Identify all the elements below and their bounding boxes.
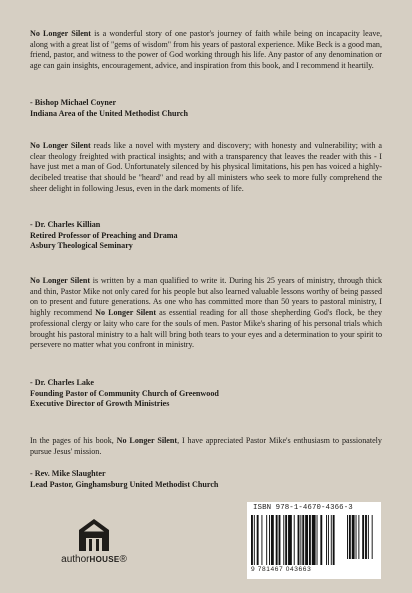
barcode-bar [352, 515, 355, 559]
publisher-name-suffix: HOUSE [89, 555, 120, 564]
barcode-bar [356, 515, 357, 559]
review-killian-text [30, 141, 382, 195]
barcode-bar [331, 515, 332, 565]
book-title: No Longer Silent [30, 276, 91, 285]
barcode-bar [271, 515, 274, 565]
barcode-bar [326, 515, 327, 565]
review-slaughter-attribution [30, 469, 382, 490]
barcode-bar [288, 515, 292, 565]
attribution-line: - Dr. Charles Lake [30, 378, 94, 387]
barcode-bar [300, 515, 301, 565]
barcode-bar [328, 515, 329, 565]
attribution-line: Lead Pastor, Ginghamsburg United Methodist Church [30, 479, 219, 489]
barcode-bar [285, 515, 287, 565]
barcode-bar [362, 515, 364, 559]
barcode-bar [372, 515, 373, 559]
review-slaughter-text [30, 436, 382, 457]
barcode-bar [305, 515, 308, 565]
book-title: No Longer Silent [30, 141, 91, 150]
barcode-bar [358, 515, 359, 559]
barcode-bar [251, 515, 253, 565]
review-text-run: is written by a man qualified to write it. During his 25 years of ministry, through thick and thin, Pastor Mike not only cared for his people but also learned valuable lessons worthy of being passed on to present and future generations. As one who has committed more than 50 years to pastoral ministry, I highly recommend [30, 276, 383, 318]
barcode-digits: 9 781467 043663 [251, 566, 312, 573]
barcode-bar [283, 515, 284, 565]
barcode-bar [349, 515, 351, 559]
barcode-bar [298, 515, 300, 565]
book-title: No Longer Silent [95, 308, 157, 318]
review-text-run: is a wonderful story of one pastor's journey of faith while being on incapacity leave, along with a great list of "gems of wisdom" from his years of pastoral experience. Mike Beck is a good man, friend, pastor, and witness to the power of God working through his life. Any pastor of any denomination or age can gain insights, encouragement, advice, and inspiration from this book, and I recommend it heartily. [30, 29, 382, 71]
registered-mark: ® [119, 554, 127, 565]
review-killian-attribution [30, 220, 382, 252]
book-title: No Longer Silent [116, 436, 178, 445]
barcode-bar [294, 515, 295, 565]
barcode-bar [279, 515, 281, 565]
barcode-bar [266, 515, 267, 565]
review-lake-text [30, 276, 382, 351]
review-text-run: reads like a novel with mystery and discovery; with honesty and vulnerability; with a clear theology freighted with practical insights; and with a transparency that leaves the reader with this - I have just met a man of God. Unfortunately silenced by his physical limitations, his pen has voiced a highly-decibeled treatise that should be "heard" and read by all ministers who seek to more fully comprehend the sheer delight in following Jesus, even in the dark moments of life. [30, 141, 382, 193]
barcode-bar [254, 515, 255, 565]
isbn-label: ISBN 978-1-4670-4366-3 [253, 504, 353, 512]
review-text-run: as essential reading for all those shepherding God's flock, be they professional clergy or laity who care for the souls of men. Pastor Mike's sharing of his personal trials which brought his pastoral ministry to a halt will bring both tears to your eyes and a determination to your spirit to persevere no matter what you confront in ministry. [30, 308, 382, 350]
review-text-run: In the pages of his book, [30, 436, 117, 445]
review-coyner-attribution [30, 98, 382, 119]
barcode-bar [269, 515, 270, 565]
barcode-bar [257, 515, 259, 565]
barcode-bar [261, 515, 262, 565]
book-title: No Longer Silent [30, 29, 91, 38]
attribution-line: - Rev. Mike Slaughter [30, 469, 106, 478]
barcode-bars [251, 515, 377, 567]
isbn-barcode [247, 502, 381, 579]
barcode-bar [333, 515, 335, 565]
barcode-bar [309, 515, 311, 565]
barcode-bar [302, 515, 304, 565]
attribution-line: Asbury Theological Seminary [30, 241, 133, 251]
barcode-bar [276, 515, 278, 565]
barcode-bar [312, 515, 316, 565]
attribution-line: Founding Pastor of Community Church of Greenwood [30, 388, 219, 398]
publisher-logo [58, 518, 130, 574]
attribution-line: - Dr. Charles Killian [30, 220, 101, 229]
attribution-line: Executive Director of Growth Ministries [30, 399, 170, 409]
attribution-line: Indiana Area of the United Methodist Church [30, 108, 188, 118]
review-text-run: , I have appreciated Pastor Mike's enthusiasm to passionately pursue Jesus' mission. [30, 436, 382, 456]
publisher-name-prefix: author [61, 554, 90, 565]
review-lake-attribution [30, 378, 382, 410]
review-coyner-text [30, 29, 382, 72]
barcode-bar [368, 515, 369, 559]
barcode-bar [347, 515, 348, 559]
publisher-name [58, 554, 130, 565]
authorhouse-house-logo-icon [78, 518, 110, 552]
attribution-line: Retired Professor of Preaching and Drama [30, 230, 178, 240]
barcode-bar [365, 515, 367, 559]
barcode-bar [320, 515, 322, 565]
attribution-line: - Bishop Michael Coyner [30, 98, 117, 107]
barcode-bar [317, 515, 318, 565]
